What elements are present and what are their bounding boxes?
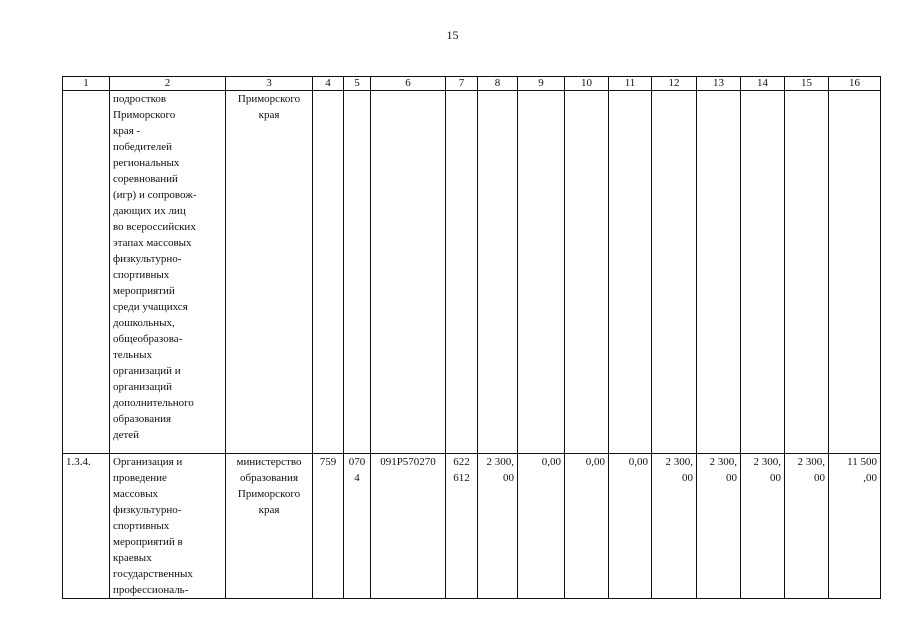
column-header: 15	[785, 77, 829, 91]
amount-cell: 0,00	[518, 454, 565, 599]
page-number: 15	[446, 28, 459, 42]
column-header: 2	[110, 77, 226, 91]
column-header: 13	[697, 77, 741, 91]
expense-type-cell: 622 612	[446, 454, 478, 599]
executor-cell: министерство образования Приморского края	[226, 454, 313, 599]
row-number-cell: 1.3.4.	[63, 454, 110, 599]
total-cell	[829, 91, 881, 454]
amount-cell: 2 300, 00	[741, 454, 785, 599]
amount-cell	[565, 91, 609, 454]
executor-cell: Приморского края	[226, 91, 313, 454]
column-header: 14	[741, 77, 785, 91]
target-article-cell: 091Р570270	[371, 454, 446, 599]
expense-type-cell	[446, 91, 478, 454]
column-header: 16	[829, 77, 881, 91]
event-name-cell: Организация и проведение массовых физкультурно- спортивных мероприятий в краевых государственных профессиональ-	[110, 454, 226, 599]
row-number-cell	[63, 91, 110, 454]
amount-cell: 2 300, 00	[652, 454, 697, 599]
table-row	[63, 454, 881, 599]
event-name-cell: подростков Приморского края - победителей региональных соревнований (игр) и сопровож- дающих их лиц во всероссийских этапах массовых физкультурно- спортивных мероприятий среди учащихся дошкольных, общеобразова- тельных организаций и организаций дополнительного образования детей	[110, 91, 226, 454]
section-cell: 070 4	[344, 454, 371, 599]
amount-cell: 2 300, 00	[478, 454, 518, 599]
amount-cell	[697, 91, 741, 454]
amount-cell	[609, 91, 652, 454]
amount-cell	[518, 91, 565, 454]
section-cell	[344, 91, 371, 454]
column-header: 6	[371, 77, 446, 91]
amount-cell: 2 300, 00	[785, 454, 829, 599]
budget-table	[62, 76, 881, 599]
column-header: 9	[518, 77, 565, 91]
column-header: 7	[446, 77, 478, 91]
column-header: 3	[226, 77, 313, 91]
total-cell: 11 500 ,00	[829, 454, 881, 599]
column-header: 12	[652, 77, 697, 91]
column-header: 10	[565, 77, 609, 91]
column-header: 1	[63, 77, 110, 91]
target-article-cell	[371, 91, 446, 454]
grbs-cell: 759	[313, 454, 344, 599]
grbs-cell	[313, 91, 344, 454]
column-header: 5	[344, 77, 371, 91]
amount-cell	[478, 91, 518, 454]
table-row	[63, 91, 881, 454]
amount-cell	[741, 91, 785, 454]
column-header: 4	[313, 77, 344, 91]
column-header: 11	[609, 77, 652, 91]
amount-cell: 0,00	[565, 454, 609, 599]
column-number-row	[63, 77, 881, 91]
amount-cell	[785, 91, 829, 454]
amount-cell: 2 300, 00	[697, 454, 741, 599]
amount-cell: 0,00	[609, 454, 652, 599]
column-header: 8	[478, 77, 518, 91]
amount-cell	[652, 91, 697, 454]
